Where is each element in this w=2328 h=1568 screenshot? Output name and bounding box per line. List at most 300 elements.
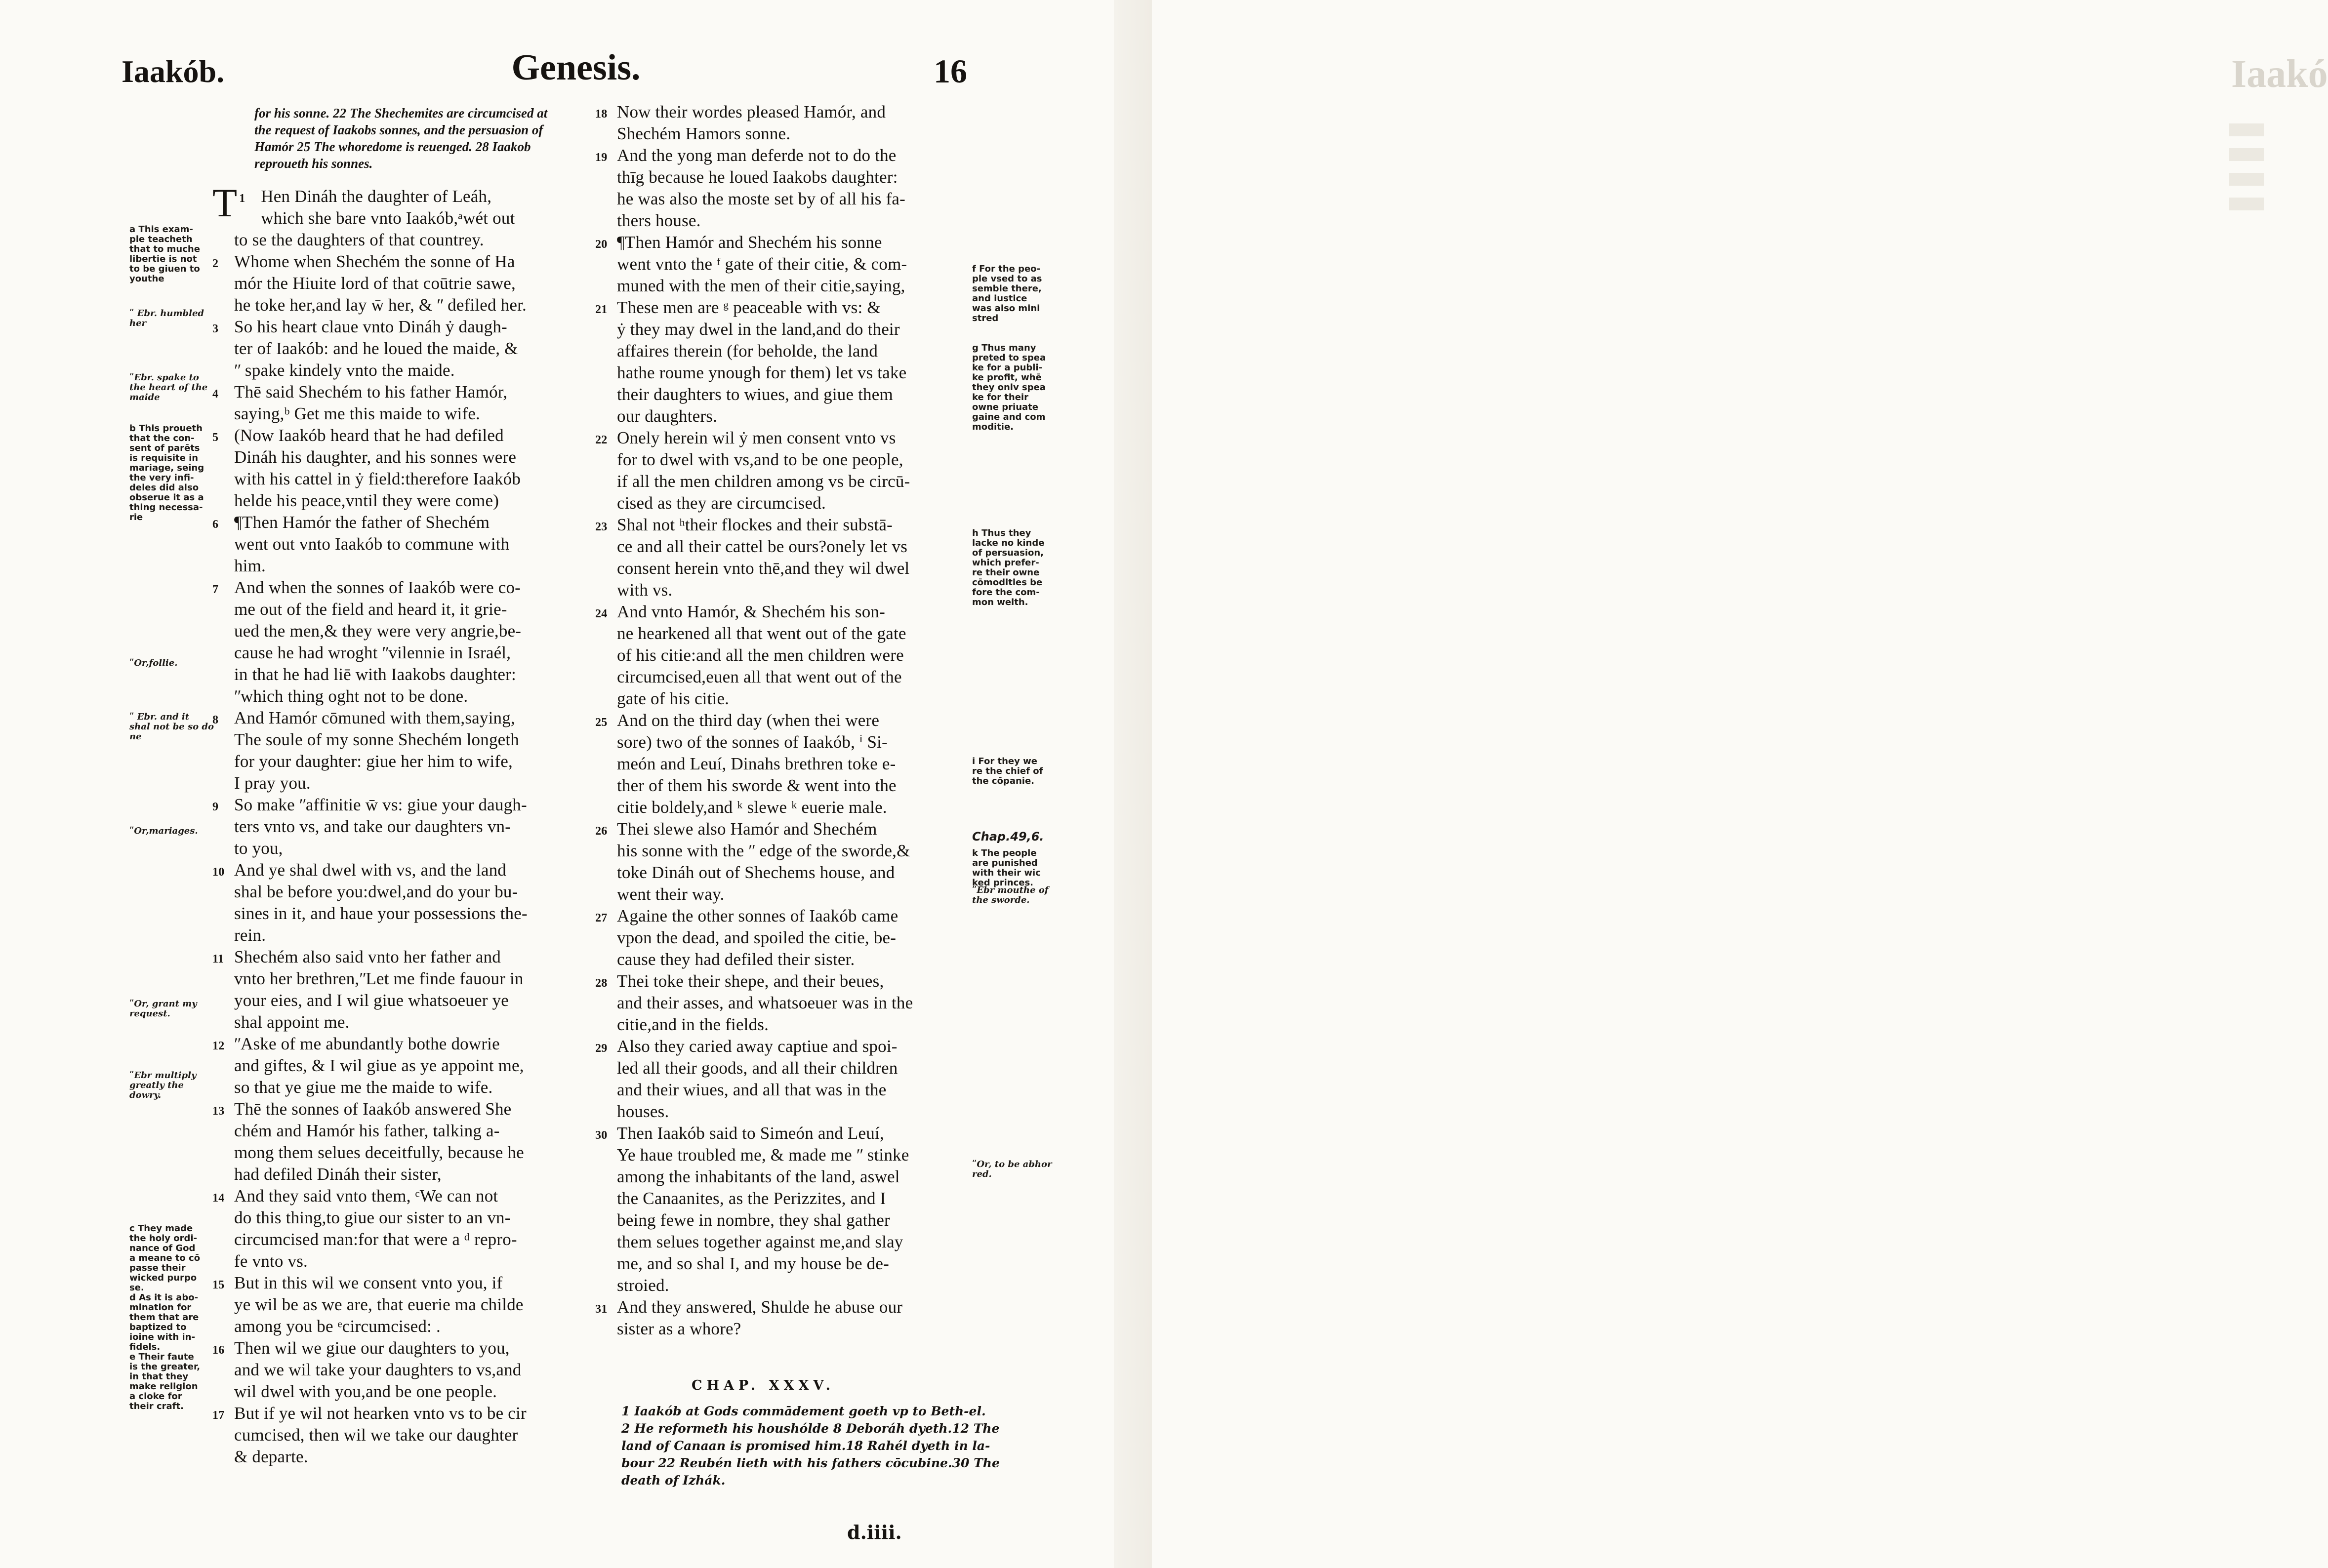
margin-note-line: se.	[129, 1283, 144, 1293]
verse-text: shal be before you:dwel,and do your bu-	[234, 882, 518, 901]
verse-line	[595, 666, 985, 688]
margin-note-line: baptized to	[129, 1322, 187, 1332]
verse-line	[595, 927, 985, 949]
margin-note-line: d As it is abo-	[129, 1292, 199, 1303]
margin-note	[972, 885, 1048, 905]
verse-text: in that he had liē with Iaakobs daughter:	[234, 665, 516, 684]
verse-number: 14	[212, 1192, 225, 1205]
verse-line	[595, 362, 985, 384]
verse-text: of his citie:and all the men children were	[617, 645, 904, 665]
summary-line: reproueth his sonnes.	[254, 156, 373, 171]
verse-line	[595, 1036, 985, 1057]
verse-text: among the inhabitants of the land, aswel	[617, 1167, 900, 1186]
verse-line	[595, 1057, 985, 1079]
verse-line	[595, 992, 985, 1014]
verse-text: sister as a whore?	[617, 1319, 741, 1338]
verse-number: 22	[595, 434, 608, 446]
verse-text: your eies, and I wil giue whatsoeuer ye	[234, 991, 509, 1010]
verse-number: 8	[212, 714, 219, 726]
verse-line	[212, 555, 603, 577]
chapter-heading: CHAP. XXXV.	[692, 1378, 835, 1393]
verse-line	[212, 229, 603, 251]
verse-text: cumcised, then wil we take our daughter	[234, 1425, 518, 1445]
verse-line	[212, 1164, 603, 1185]
verse-text: helde his peace,vntil they were come)	[234, 491, 499, 510]
verse-line	[212, 620, 603, 642]
margin-note-line: k The people	[972, 848, 1037, 858]
verse-line	[595, 188, 985, 210]
verse-line	[212, 207, 603, 229]
verse-text: hathe roume ynough for them) let vs take	[617, 363, 907, 382]
verse-text: ¶Then Hamór and Shechém his sonne	[617, 233, 882, 252]
margin-note-line: semble there,	[972, 283, 1042, 294]
verse-number: 11	[212, 953, 224, 965]
margin-note-line: e Their faute	[129, 1352, 194, 1362]
facing-page-text-line	[2229, 198, 2264, 210]
verse-line	[212, 490, 603, 512]
verse-text: So his heart claue vnto Dináh ẏ daugh-	[234, 317, 507, 336]
verse-line	[212, 1142, 603, 1164]
margin-note-line: ʺOr, to be abhor	[972, 1159, 1052, 1169]
margin-note-line: obserue it as a	[129, 492, 204, 503]
verse-line	[212, 425, 603, 446]
margin-note-line: moditie.	[972, 422, 1014, 432]
right-text-column	[595, 101, 985, 1340]
summary-line: bour 22 Reubén lieth with his fathers cōcubine.30 The	[621, 1456, 1000, 1470]
margin-note	[972, 757, 1043, 786]
verse-number: 2	[212, 257, 219, 270]
verse-text: went out vnto Iaakób to commune with	[234, 534, 510, 554]
verse-number: 25	[595, 716, 608, 729]
verse-number: 24	[595, 607, 608, 620]
verse-line	[212, 1055, 603, 1077]
verse-text: But if ye wil not hearken vnto vs to be cir	[234, 1404, 527, 1423]
verse-number: 19	[595, 151, 608, 164]
margin-note-line: the cōpanie.	[972, 776, 1034, 786]
verse-line	[595, 427, 985, 449]
verse-text: wil dwel with you,and be one people.	[234, 1382, 497, 1401]
verse-line	[595, 1123, 985, 1144]
margin-note-line: Chap.49,6.	[972, 830, 1044, 844]
margin-note	[972, 343, 1046, 432]
margin-note-line: ʺ Ebr. and it	[129, 712, 190, 722]
verse-number: 27	[595, 912, 608, 925]
margin-note-line: b This proueth	[129, 423, 203, 434]
margin-note-line: in that they	[129, 1371, 189, 1382]
verse-line	[212, 446, 603, 468]
verse-line	[212, 1446, 603, 1468]
summary-line: for his sonne. 22 The Shechemites are circumcised at	[254, 106, 548, 121]
verse-line	[595, 210, 985, 232]
verse-line	[595, 340, 985, 362]
verse-line	[212, 1272, 603, 1294]
margin-note-line: wicked purpo	[129, 1273, 197, 1283]
verse-text: And Hamór cōmuned with them,saying,	[234, 708, 515, 727]
verse-text: with vs.	[617, 580, 673, 600]
verse-text: toke Dináh out of Shechems house, and	[617, 863, 895, 882]
verse-text: ye wil be as we are, that euerie ma childe	[234, 1295, 524, 1314]
verse-line	[212, 1294, 603, 1316]
margin-note-line: mariage, seing	[129, 463, 204, 473]
verse-text: and their asses, and whatsoeuer was in the	[617, 993, 913, 1012]
margin-note-line: greatly the	[129, 1080, 184, 1090]
verse-line	[212, 1185, 603, 1207]
verse-text: went vnto the ᶠ gate of their citie, & com-	[617, 254, 907, 274]
verse-text: his sonne with the ʺ edge of the sworde,&	[617, 841, 910, 860]
verse-lines	[595, 101, 985, 1340]
verse-text: shal appoint me.	[234, 1012, 350, 1032]
verse-text: Thei toke their shepe, and their beues,	[617, 971, 884, 991]
verse-number: 12	[212, 1040, 225, 1052]
verse-text: So make ʺaffinitie w̄ vs: giue your daugh-	[234, 795, 527, 814]
running-head-left: Iaakób.	[122, 54, 225, 89]
verse-line	[595, 1253, 985, 1275]
verse-text: them selues together against me,and slay	[617, 1232, 903, 1251]
margin-note	[972, 1160, 1052, 1179]
verse-text: he was also the moste set by of all his fa-	[617, 189, 906, 208]
verse-text: ce and all their cattel be ours?onely let vs	[617, 537, 908, 556]
verse-text: to se the daughters of that countrey.	[234, 230, 484, 249]
margin-note-line: they onlv spea	[972, 382, 1046, 393]
margin-note-line: i For they we	[972, 756, 1037, 766]
verse-line	[595, 797, 985, 818]
margin-note-line: was also mini	[972, 303, 1040, 314]
verse-text: circumcised,euen all that went out of the	[617, 667, 902, 686]
margin-note-line: ke for a publi-	[972, 362, 1043, 373]
verse-text: chém and Hamór his father, talking a-	[234, 1121, 500, 1140]
verse-number: 28	[595, 977, 608, 990]
verse-line	[212, 1077, 603, 1098]
margin-note	[129, 1224, 200, 1411]
verse-line	[212, 990, 603, 1011]
verse-line	[212, 1359, 603, 1381]
verse-line	[595, 471, 985, 492]
verse-text: Shal not ʰtheir flockes and their substā-	[617, 515, 893, 534]
verse-text: ʺAske of me abundantly bothe dowrie	[234, 1034, 500, 1053]
facing-page-text-line	[2229, 148, 2264, 161]
verse-line	[212, 360, 603, 381]
margin-note-line: her	[129, 318, 147, 328]
verse-line	[595, 710, 985, 731]
margin-note-line: stred	[972, 313, 999, 323]
verse-line	[212, 816, 603, 838]
margin-note-line: to be giuen to	[129, 264, 200, 274]
verse-text: Whome when Shechém the sonne of Ha	[234, 252, 515, 271]
margin-note-line: g Thus many	[972, 343, 1036, 353]
verse-text: citie boldely,and ᵏ slewe ᵏ euerie male.	[617, 798, 887, 817]
margin-note-line: ple vsed to as	[972, 274, 1042, 284]
verse-line	[595, 1209, 985, 1231]
verse-text: Againe the other sonnes of Iaakób came	[617, 906, 899, 925]
margin-note	[129, 826, 198, 836]
verse-number: 29	[595, 1042, 608, 1055]
drop-capital: T	[212, 180, 238, 225]
verse-number: 6	[212, 518, 219, 531]
verse-line	[595, 970, 985, 992]
verse-text: And on the third day (when thei were	[617, 711, 880, 730]
verse-line	[212, 925, 603, 946]
verse-line	[595, 818, 985, 840]
verse-text: And when the sonnes of Iaakób were co-	[234, 578, 521, 597]
page-title: Genesis.	[511, 47, 641, 88]
verse-text: the Canaanites, as the Perizzites, and I	[617, 1189, 886, 1208]
margin-note-line: passe their	[129, 1263, 186, 1273]
margin-note	[972, 264, 1042, 323]
verse-number: 21	[595, 303, 608, 316]
margin-note-line: libertie is not	[129, 254, 197, 264]
verse-line	[212, 1033, 603, 1055]
next-chapter-summary	[621, 1403, 1000, 1489]
margin-note	[129, 712, 214, 742]
verse-text: ters vnto vs, and take our daughters vn-	[234, 817, 511, 836]
verse-line	[595, 101, 985, 123]
verse-line	[595, 1014, 985, 1036]
verse-text: if all the men children among vs be circū-	[617, 472, 910, 491]
margin-note-line: ʺEbr mouthe of	[972, 885, 1049, 895]
verse-line	[212, 1011, 603, 1033]
verse-text: he toke her,and lay w̄ her, & ʺ defiled her.	[234, 295, 527, 315]
margin-note-line: ioine with in-	[129, 1332, 195, 1342]
verse-number: 10	[212, 866, 225, 879]
verse-line	[595, 623, 985, 644]
margin-note	[129, 309, 204, 328]
verse-line	[595, 731, 985, 753]
verse-number: 16	[212, 1344, 225, 1357]
margin-note-line: ke for their	[972, 392, 1028, 402]
verse-line	[212, 512, 603, 533]
margin-note-line: are punished	[972, 858, 1038, 868]
verse-text: cause they had defiled their sister.	[617, 950, 855, 969]
verse-text: our daughters.	[617, 406, 718, 426]
facing-page-text-line	[2229, 173, 2264, 186]
verse-text: mong them selues deceitfully, because he	[234, 1143, 524, 1162]
margin-note-line: lacke no kinde	[972, 538, 1045, 548]
margin-note-line: red.	[972, 1169, 992, 1179]
verse-text: for your daughter: giue her him to wife,	[234, 752, 513, 771]
margin-note-line: the holy ordi-	[129, 1233, 198, 1244]
verse-text: cause he had wroght ʺvilennie in Israél,	[234, 643, 511, 662]
verse-line	[595, 775, 985, 797]
margin-note-line: ʺOr, grant my	[129, 999, 197, 1009]
verse-text: with his cattel in ẏ field:therefore Iaakób	[234, 469, 521, 488]
verse-line	[595, 1318, 985, 1340]
verse-line	[212, 1381, 603, 1403]
verse-line	[212, 381, 603, 403]
verse-line	[595, 232, 985, 253]
margin-note	[972, 848, 1041, 888]
margin-note	[129, 225, 200, 284]
verse-text: The soule of my sonne Shechém longeth	[234, 730, 520, 749]
verse-line	[595, 753, 985, 775]
margin-note-line: mon welth.	[972, 597, 1028, 607]
verse-text: Also they caried away captiue and spoi-	[617, 1037, 898, 1056]
margin-note-line: the very infi-	[129, 473, 194, 483]
verse-text: citie,and in the fields.	[617, 1015, 769, 1034]
margin-note-line: ked princes.	[972, 878, 1034, 888]
margin-note-line: mination for	[129, 1302, 192, 1313]
verse-number: 1	[239, 192, 245, 205]
margin-note-line: fidels.	[129, 1342, 161, 1352]
verse-line	[595, 601, 985, 623]
verse-text: sore) two of the sonnes of Iaakób, ⁱ Si-	[617, 732, 888, 752]
verse-number: 31	[595, 1303, 608, 1316]
margin-note-line: c They made	[129, 1223, 193, 1234]
margin-note	[129, 999, 197, 1019]
verse-number: 17	[212, 1409, 225, 1422]
verse-text: ued the men,& they were very angrie,be-	[234, 621, 522, 641]
verse-line	[595, 644, 985, 666]
margin-note-line: f For the peo-	[972, 264, 1040, 274]
verse-text: ʺwhich thing oght not to be done.	[234, 686, 468, 706]
margin-note-line: which prefer-	[972, 558, 1039, 568]
verse-line	[595, 1144, 985, 1166]
verse-text: Hen Dináh the daughter of Leáh,	[261, 187, 492, 206]
verse-line	[595, 1231, 985, 1253]
verse-number: 13	[212, 1105, 225, 1118]
verse-text: These men are ᵍ peaceable with vs: &	[617, 298, 881, 317]
margin-note-line: re their owne	[972, 567, 1040, 578]
verse-line	[595, 579, 985, 601]
verse-line	[212, 838, 603, 859]
verse-number: 30	[595, 1129, 608, 1142]
margin-note	[129, 424, 204, 523]
margin-note-line: youthe	[129, 274, 164, 284]
margin-note-line: fore the com-	[972, 587, 1040, 598]
verse-line	[212, 316, 603, 338]
verse-number: 5	[212, 431, 219, 444]
facing-page-header: Iaakó	[2231, 52, 2328, 96]
verse-text: vpon the dead, and spoiled the citie, be-	[617, 928, 897, 947]
verse-line	[212, 1229, 603, 1250]
verse-line	[212, 881, 603, 903]
verse-line	[595, 297, 985, 319]
verse-text: thers house.	[617, 211, 701, 230]
verse-line	[595, 1188, 985, 1209]
verse-number: 20	[595, 238, 608, 251]
verse-line	[212, 707, 603, 729]
verse-line	[212, 468, 603, 490]
verse-line	[212, 1316, 603, 1337]
margin-note	[129, 373, 207, 402]
margin-note-line: is the greater,	[129, 1362, 201, 1372]
verse-text: ther of them his sworde & went into the	[617, 776, 897, 795]
margin-note-line: that the con-	[129, 433, 195, 443]
verse-text: thīg because he loued Iaakobs daughter:	[617, 167, 898, 187]
verse-text: saying,ᵇ Get me this maide to wife.	[234, 404, 481, 423]
verse-line	[595, 492, 985, 514]
verse-text: Ye haue troubled me, & made me ʺ stinke	[617, 1145, 909, 1165]
verse-line	[595, 1166, 985, 1188]
verse-text: to you,	[234, 839, 283, 858]
folio-number: 16	[934, 52, 967, 90]
verse-line	[595, 840, 985, 862]
verse-line	[595, 514, 985, 536]
verse-line	[595, 1275, 985, 1296]
verse-text: ter of Iaakób: and he loued the maide, &	[234, 339, 518, 358]
verse-text: ¶Then Hamór the father of Shechém	[234, 513, 490, 532]
margin-note-line: and iustice	[972, 293, 1027, 304]
verse-line	[212, 338, 603, 360]
verse-text: cised as they are circumcised.	[617, 493, 826, 513]
verse-number: 26	[595, 825, 608, 838]
margin-note-line: preted to spea	[972, 353, 1046, 363]
verse-text: consent herein vnto thē,and they wil dwel	[617, 559, 910, 578]
margin-note-line: is requisite in	[129, 453, 199, 463]
verse-line	[595, 884, 985, 905]
verse-line	[595, 536, 985, 558]
margin-note-line: ʺEbr multiply	[129, 1070, 197, 1081]
verse-line	[212, 729, 603, 751]
verse-line	[212, 599, 603, 620]
summary-line: 2 He reformeth his houshólde 8 Deboráh dyeth.12 The	[621, 1421, 1000, 1436]
verse-lines	[212, 180, 603, 1468]
verse-text: ʺ spake kindely vnto the maide.	[234, 361, 455, 380]
chapter-summary	[254, 105, 603, 172]
verse-text: And ye shal dwel with vs, and the land	[234, 860, 506, 880]
verse-text: Then wil we giue our daughters to you,	[234, 1338, 510, 1358]
verse-line	[595, 145, 985, 166]
verse-line	[212, 1120, 603, 1142]
verse-number: 3	[212, 322, 219, 335]
verse-line	[212, 273, 603, 294]
verse-text: stroied.	[617, 1276, 669, 1295]
margin-note-line: their craft.	[129, 1401, 184, 1411]
verse-text: muned with the men of their citie,saying,	[617, 276, 905, 295]
verse-text: Onely herein wil ẏ men consent vnto vs	[617, 428, 896, 447]
margin-note-line: ʺEbr. spake to	[129, 372, 199, 383]
verse-line	[212, 946, 603, 968]
verse-text: meón and Leuí, Dinahs brethren toke e-	[617, 754, 896, 773]
verse-text: Shechém Hamors sonne.	[617, 124, 791, 143]
verse-text: & departe.	[234, 1447, 308, 1466]
verse-text: being fewe in nombre, they shal gather	[617, 1210, 890, 1230]
verse-number: 18	[595, 108, 608, 121]
verse-text: Shechém also said vnto her father and	[234, 947, 501, 966]
verse-text: led all their goods, and all their children	[617, 1058, 898, 1078]
margin-note-line: owne priuate	[972, 402, 1038, 412]
verse-text: I pray you.	[234, 773, 311, 793]
verse-number: 7	[212, 583, 219, 596]
verse-text: and we wil take your daughters to vs,and	[234, 1360, 522, 1379]
verse-line	[212, 1424, 603, 1446]
verse-text: (Now Iaakób heard that he had defiled	[234, 426, 504, 445]
verse-text: rein.	[234, 925, 266, 945]
verse-line	[212, 1403, 603, 1424]
verse-line	[212, 642, 603, 664]
verse-text: And they answered, Shulde he abuse our	[617, 1297, 903, 1317]
verse-line	[212, 533, 603, 555]
verse-line	[595, 405, 985, 427]
verse-line	[212, 294, 603, 316]
verse-line	[212, 251, 603, 273]
margin-note-line: make religion	[129, 1381, 198, 1392]
verse-text: do this thing,to giue our sister to an vn-	[234, 1208, 511, 1227]
margin-note-line: maide	[129, 392, 160, 402]
verse-text: had defiled Dináh their sister,	[234, 1165, 442, 1184]
verse-line	[212, 685, 603, 707]
verse-line	[595, 123, 985, 145]
margin-note-line: dowry.	[129, 1090, 162, 1100]
verse-line	[595, 949, 985, 970]
verse-text: And the yong man deferde not to do the	[617, 146, 897, 165]
verse-number: 9	[212, 801, 219, 813]
verse-text: Thei slewe also Hamór and Shechém	[617, 819, 877, 839]
verse-line	[212, 577, 603, 599]
margin-note-line: ne	[129, 731, 142, 742]
margin-note-line: h Thus they	[972, 528, 1031, 538]
verse-text: and their wiues, and all that was in the	[617, 1080, 887, 1099]
verse-text: their daughters to wiues, and giue them	[617, 385, 893, 404]
